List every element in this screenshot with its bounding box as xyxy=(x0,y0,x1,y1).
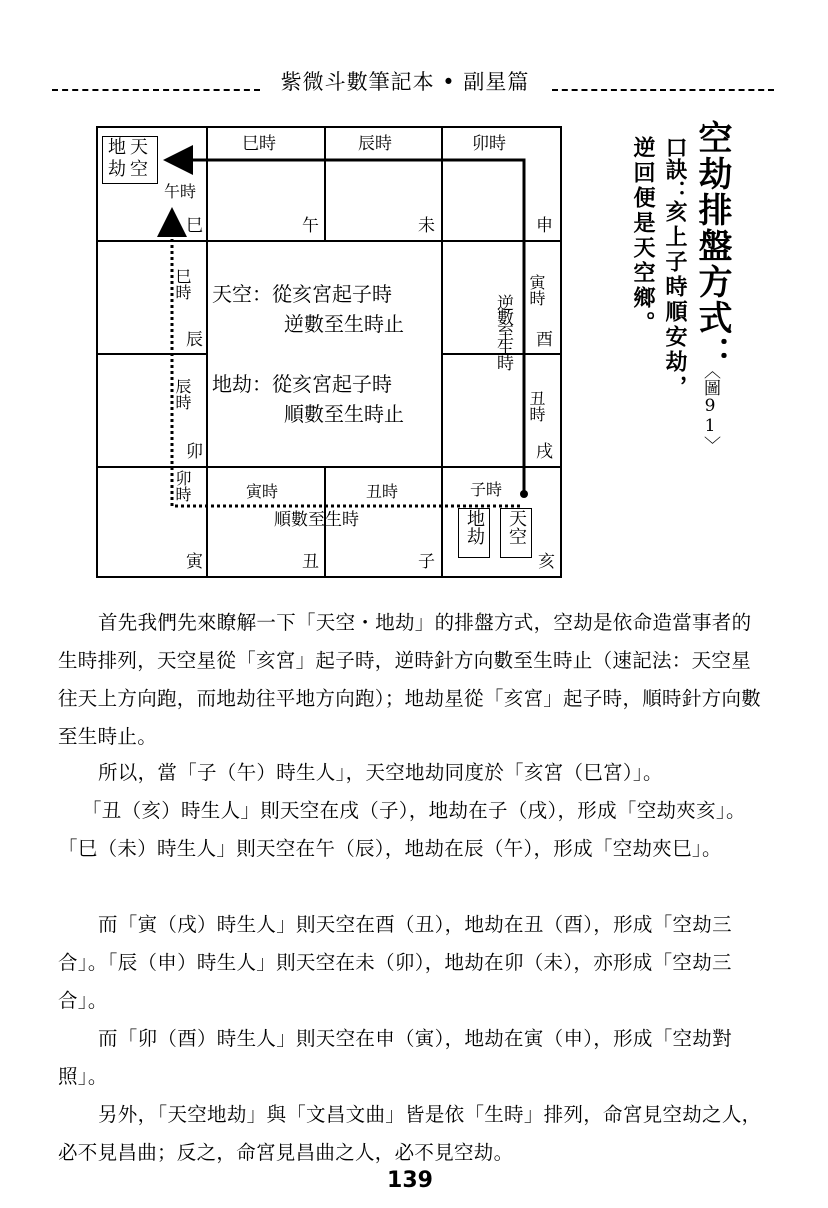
left-time-wu: 午時 xyxy=(164,182,197,201)
paragraph-6: 另外，「天空地劫」與「文昌文曲」皆是依「生時」排列，命宮見空劫之人，必不見昌曲；反之，命宮見昌曲之人，必不見空劫。 xyxy=(58,1103,762,1164)
header-rule-right xyxy=(552,89,774,91)
mnemonic-line2: 逆回便是天空鄉。 xyxy=(630,136,656,336)
center-line-dijie-1: 地劫：從亥宮起子時 xyxy=(212,372,392,396)
bottom-time-yin: 寅時 xyxy=(246,482,279,501)
corner-box-tiankong: 天空 xyxy=(500,508,532,558)
bottom-time-chou: 丑時 xyxy=(366,482,399,501)
start-dot xyxy=(520,490,528,498)
running-header: 紫微斗數筆記本 • 副星篇 xyxy=(280,70,530,94)
palace-chou: 丑 xyxy=(302,552,319,572)
palace-wu: 午 xyxy=(302,216,319,236)
palace-wei: 未 xyxy=(418,216,435,236)
counterclockwise-path xyxy=(178,160,524,494)
paragraph-4: 而「寅（戌）時生人」則天空在酉（丑），地劫在丑（酉），形成「空劫三合」。「辰（申）時生人」則天空在未（卯），地劫在卯（未），亦形成「空劫三合」。 xyxy=(58,913,732,1012)
palace-mao: 卯 xyxy=(186,442,203,462)
center-line-tiankong-2: 逆數至生時止 xyxy=(284,312,404,336)
top-time-chen: 辰時 xyxy=(358,134,392,154)
figure-reference: 〈圖91〉 xyxy=(700,362,720,453)
top-time-mao: 卯時 xyxy=(472,134,506,154)
center-line-tiankong-1: 天空：從亥宮起子時 xyxy=(212,282,392,306)
palace-chen: 辰 xyxy=(186,330,203,350)
left-time-chen: 辰時 xyxy=(173,378,192,410)
palace-xu: 戌 xyxy=(536,442,553,462)
mnemonic-line1: 亥上子時順安劫， xyxy=(662,200,688,400)
left-time-si: 巳時 xyxy=(173,268,192,300)
palace-diagram xyxy=(96,126,562,578)
center-line-dijie-2: 順數至生時止 xyxy=(284,402,404,426)
mnemonic-label: 口訣： xyxy=(662,136,688,202)
palace-shen: 申 xyxy=(536,216,553,236)
paragraph-2: 所以，當「子（午）時生人」，天空地劫同度於「亥宮（巳宮）」。 xyxy=(98,761,663,784)
right-time-yin: 寅時 xyxy=(527,274,546,306)
bottom-label: 順數至生時 xyxy=(274,510,359,530)
section-title: 空劫排盤方式： xyxy=(692,120,732,372)
palace-yin: 寅 xyxy=(186,552,203,572)
path-arrows xyxy=(96,126,562,578)
palace-zi: 子 xyxy=(418,552,435,572)
bottom-time-zi: 子時 xyxy=(470,480,503,499)
corner-box-dijie: 地劫 xyxy=(458,508,490,558)
left-time-mao: 卯時 xyxy=(173,470,192,502)
right-time-chou: 丑時 xyxy=(527,390,546,422)
palace-si: 巳 xyxy=(186,216,203,236)
header-rule-left xyxy=(52,89,260,91)
paragraph-5: 而「卯（酉）時生人」則天空在申（寅），地劫在寅（申），形成「空劫對照」。 xyxy=(58,1027,732,1088)
clockwise-path xyxy=(172,222,520,506)
paragraph-1: 首先我們先來瞭解一下「天空・地劫」的排盤方式，空劫是依命造當事者的生時排列，天空星從「亥宮」起子時，逆時針方向數至生時止（速記法：天空星往天上方向跑，而地劫往平地方向跑）；地劫星從「亥宮」起子時，順時針方向數至生時止。 xyxy=(58,611,762,748)
paragraph-3: 「丑（亥）時生人」則天空在戌（子），地劫在子（戌），形成「空劫夾亥」。「巳（未）時生人」則天空在午（辰），地劫在辰（午），形成「空劫夾巳」。 xyxy=(58,799,746,860)
corner-box-tl: 地天 劫空 xyxy=(102,136,158,184)
palace-hai: 亥 xyxy=(538,552,555,572)
right-vertical-label: 逆數至生時 xyxy=(493,294,513,369)
page-number: 139 xyxy=(387,1168,433,1193)
palace-you: 酉 xyxy=(536,330,553,350)
top-time-si: 巳時 xyxy=(242,134,276,154)
